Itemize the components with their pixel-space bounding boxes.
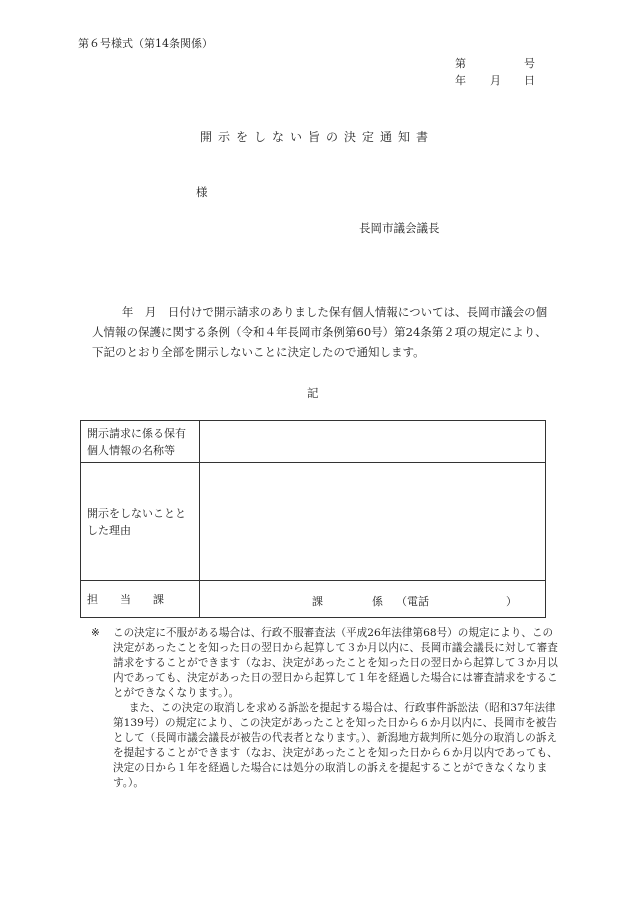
reason-label: 開示をしないこととした理由	[81, 463, 200, 581]
note-mark: ※	[91, 627, 100, 639]
note-paragraph-1: この決定に不服がある場合は、行政不服審査法（平成26年法律第68号）の規定により、この決定があったことを知った日の翌日から起算して３か月以内に、長岡市議会議長に対して審査請求をすることができます（なお、決定があったことを知った日の翌日から起算して３か月以内であっても、決定があった日の翌日から起算して１年を経過した場合には審査請求をすることができなくなります。）。	[113, 627, 558, 699]
notes	[91, 626, 559, 791]
phone-label: （電話	[396, 595, 429, 608]
date-month: 月	[490, 74, 501, 87]
date-day: 日	[524, 74, 535, 87]
department-label: 担 当 課	[81, 581, 200, 618]
kakari-label: 係	[372, 595, 383, 608]
body-text: 年 月 日付けで開示請求のありました保有個人情報については、長岡市議会の個人情報の保護に関する条例（令和４年長岡市条例第60号）第24条第２項の規定により、下記のとおり全部を開示しないことに決定したので通知します。	[92, 305, 548, 359]
date-year: 年	[455, 74, 466, 87]
body-paragraph	[92, 302, 554, 362]
table-row	[81, 581, 546, 618]
issuer: 長岡市議会議長	[359, 221, 440, 235]
department-value[interactable]	[200, 581, 546, 618]
number-suffix: 号	[524, 57, 535, 70]
ki-label: 記	[307, 386, 319, 400]
document-title: 開示をしない旨の決定通知書	[200, 130, 435, 144]
form-label: 第６号様式（第14条関係）	[78, 37, 213, 50]
table-row	[81, 421, 546, 463]
note-paragraph-2: また、この決定の取消しを求める訴訟を提起する場合は、行政事件訴訟法（昭和37年法律第139号）の規定により、この決定があったことを知った日から６か月以内に、長岡市を被告として（長岡市議会議長が被告の代表者となります。）、新潟地方裁判所に処分の取消しの訴えを提起することができます（なお、決定があったことを知った日から６か月以内であっても、決定の日から１年を経過した場合には処分の取消しの訴えを提起することができなくなります。）。	[113, 702, 558, 789]
ka-label: 課	[312, 595, 323, 608]
phone-close: ）	[506, 595, 517, 608]
detail-table	[80, 420, 546, 618]
name-label: 開示請求に係る保有個人情報の名称等	[81, 421, 200, 463]
name-value[interactable]	[200, 421, 546, 463]
table-row	[81, 463, 546, 581]
number-prefix: 第	[455, 57, 466, 70]
addressee-suffix: 様	[196, 185, 208, 199]
reason-value[interactable]	[200, 463, 546, 581]
